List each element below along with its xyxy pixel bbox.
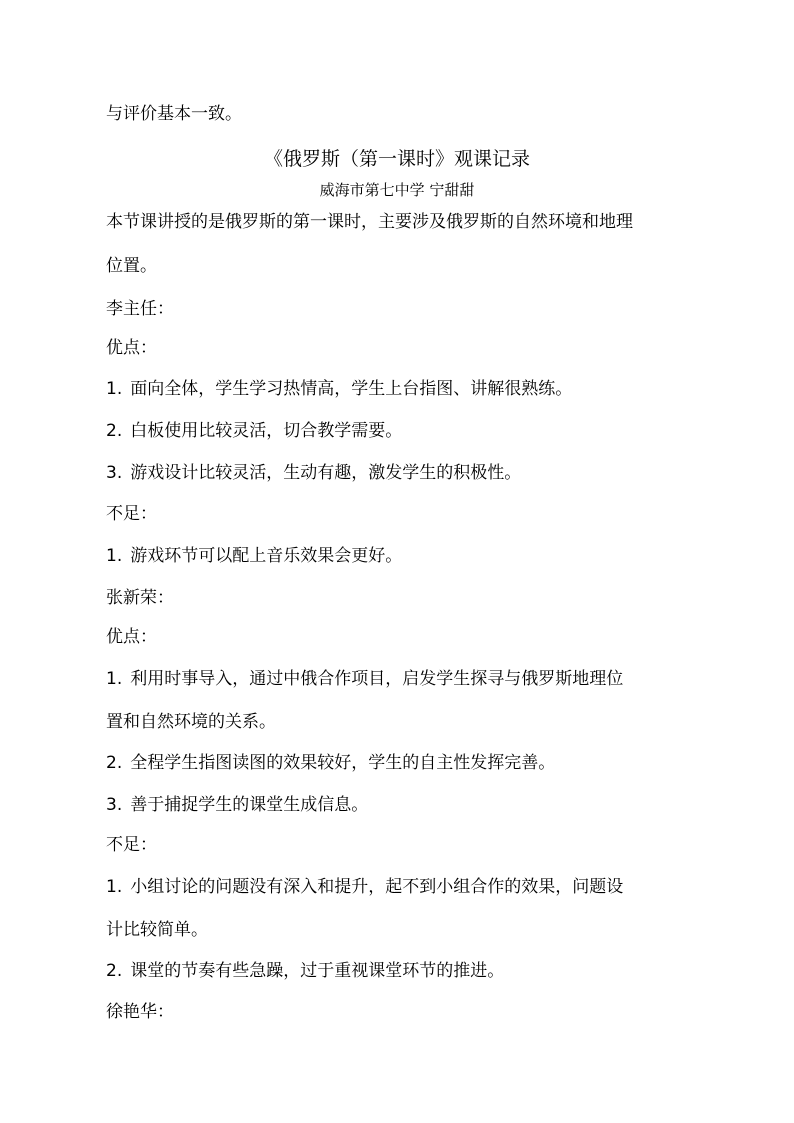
- strengths-label: 优点：: [106, 338, 157, 358]
- item-text: 小组讨论的问题没有深入和提升，起不到小组合作的效果，问题设: [130, 877, 624, 897]
- item-number: 1.: [106, 877, 123, 897]
- list-item: [106, 960, 504, 982]
- item-number: 2.: [106, 421, 123, 441]
- author-line: 威海市第七中学 宁甜甜: [319, 181, 475, 199]
- item-text: 白板使用比较灵活，切合教学需要。: [130, 421, 403, 441]
- item-number: 1.: [106, 669, 123, 689]
- item-text: 游戏环节可以配上音乐效果会更好。: [130, 546, 403, 566]
- item-number: 1.: [106, 546, 123, 566]
- list-item: [106, 794, 368, 816]
- document-title: 《俄罗斯（第一课时》观课记录: [263, 148, 530, 170]
- list-item-continuation: 置和自然环境的关系。: [106, 712, 276, 732]
- list-item: [106, 752, 555, 774]
- reviewer-name: 徐艳华：: [106, 1002, 174, 1022]
- list-item: [106, 378, 572, 400]
- item-number: 3.: [106, 795, 123, 815]
- item-number: 3.: [106, 463, 123, 483]
- item-text: 善于捕捉学生的课堂生成信息。: [130, 795, 369, 815]
- strengths-label: 优点：: [106, 627, 157, 647]
- reviewer-name: 张新荣：: [106, 588, 174, 608]
- item-number: 2.: [106, 961, 123, 981]
- weaknesses-label: 不足：: [106, 504, 157, 524]
- list-item: [106, 462, 521, 484]
- list-item: [106, 876, 623, 898]
- reviewer-name: 李主任：: [106, 299, 174, 319]
- intro-line-2: 位置。: [106, 256, 157, 276]
- intro-line-1: 本节课讲授的是俄罗斯的第一课时，主要涉及俄罗斯的自然环境和地理: [106, 212, 633, 232]
- list-item: [106, 420, 402, 442]
- weaknesses-label: 不足：: [106, 835, 157, 855]
- item-number: 1.: [106, 379, 123, 399]
- item-text: 课堂的节奏有些急躁，过于重视课堂环节的推进。: [130, 961, 505, 981]
- item-number: 2.: [106, 753, 123, 773]
- item-text: 游戏设计比较灵活，生动有趣，激发学生的积极性。: [130, 463, 522, 483]
- list-item-continuation: 计比较简单。: [106, 920, 208, 940]
- previous-paragraph-end: 与评价基本一致。: [106, 104, 242, 124]
- list-item: [106, 668, 623, 690]
- item-text: 面向全体，学生学习热情高，学生上台指图、讲解很熟练。: [130, 379, 573, 399]
- list-item: [106, 545, 402, 567]
- item-text: 利用时事导入，通过中俄合作项目，启发学生探寻与俄罗斯地理位: [130, 669, 624, 689]
- item-text: 全程学生指图读图的效果较好，学生的自主性发挥完善。: [130, 753, 556, 773]
